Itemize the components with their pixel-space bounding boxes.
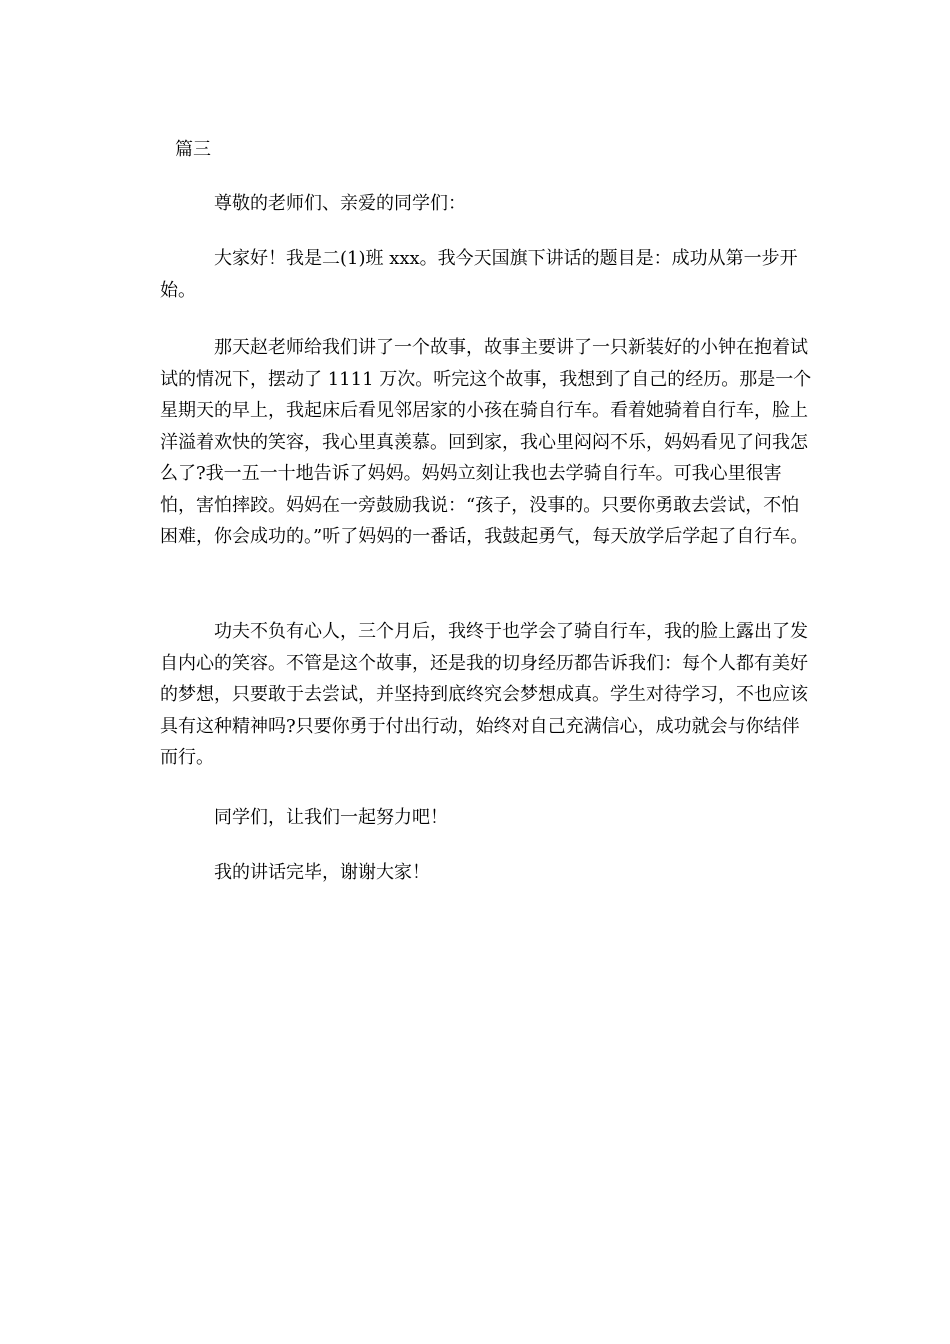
closing-paragraph: 我的讲话完毕，谢谢大家！ <box>214 862 430 883</box>
encouragement-paragraph: 同学们，让我们一起努力吧！ <box>214 807 448 828</box>
section-heading: 篇三 <box>175 139 211 160</box>
salutation-paragraph: 尊敬的老师们、亲爱的同学们： <box>214 193 466 214</box>
intro-paragraph: 大家好！我是二(1)班 xxx。我今天国旗下讲话的题目是：成功从第一步开始。 <box>160 248 798 301</box>
lesson-paragraph: 功夫不负有心人，三个月后，我终于也学会了骑自行车，我的脸上露出了发自内心的笑容。不管是这个故事，还是我的切身经历都告诉我们：每个人都有美好的梦想，只要敢于去尝试，并坚持到底终究会梦想成真。学生对待学习，不也应该具有这种精神吗?只要你勇于付出行动，始终对自己充满信心，成功就会与你结伴而行。 <box>160 621 808 768</box>
story-paragraph: 那天赵老师给我们讲了一个故事，故事主要讲了一只新装好的小钟在抱着试试的情况下，摆动了 1111 万次。听完这个故事，我想到了自己的经历。那是一个星期天的早上，我起床后看见邻居家的小孩在骑自行车。看着她骑着自行车，脸上洋溢着欢快的笑容，我心里真羡慕。回到家，我心里闷闷不乐，妈妈看见了问我怎么了?我一五一十地告诉了妈妈。妈妈立刻让我也去学骑自行车。可我心里很害怕，害怕摔跤。妈妈在一旁鼓励我说：“孩子，没事的。只要你勇敢去尝试，不怕困难，你会成功的。”听了妈妈的一番话，我鼓起勇气，每天放学后学起了自行车。 <box>160 337 812 547</box>
